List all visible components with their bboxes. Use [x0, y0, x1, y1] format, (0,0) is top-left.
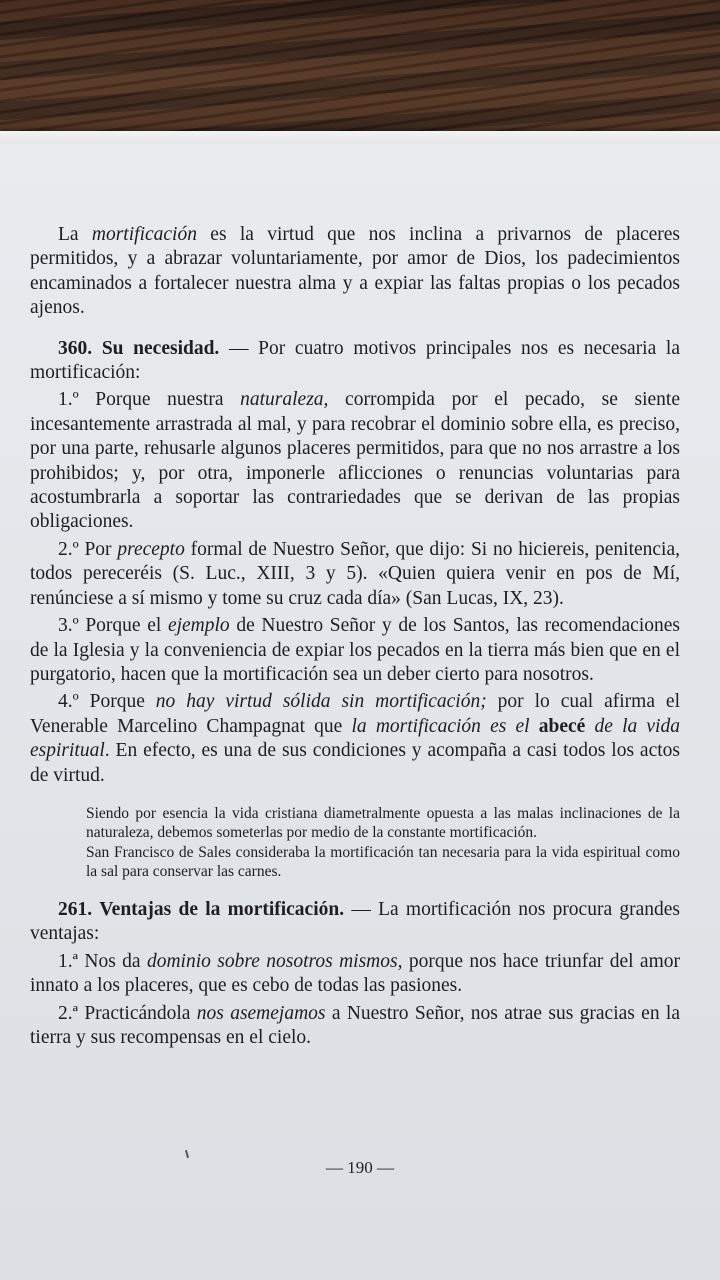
item-number: 1.º: [58, 389, 79, 411]
text-span: Por: [78, 538, 118, 560]
text-span: porque nos hace triunfar del amor innato a los placeres, que es cebo de todas las pasiones.: [30, 950, 680, 997]
emphasis-term: precepto: [117, 538, 185, 560]
page-body: [30, 223, 680, 1050]
text-span: . En efecto, es una de sus condiciones y acompaña a casi todos los actos de virtud.: [30, 740, 680, 786]
reason-4: [30, 690, 680, 788]
page-edge: [0, 131, 720, 143]
emphasis-term: naturaleza,: [240, 389, 329, 411]
section-number: 360.: [58, 337, 93, 359]
text-span: — Por cuatro motivos principales nos es necesaria la mortificación:: [30, 337, 681, 384]
item-number: 2.º: [58, 538, 79, 560]
advantage-2: [30, 1002, 680, 1051]
item-number: 3.º: [58, 615, 79, 637]
reason-1: [30, 388, 680, 534]
section-title: Ventajas de la mortificación.: [99, 898, 345, 920]
bold-term: abecé: [538, 715, 586, 737]
emphasis-term: mortificación: [91, 224, 197, 245]
intro-paragraph: [30, 223, 680, 321]
advantage-1: [30, 950, 680, 999]
emphasis-term: la mortificación es el: [351, 715, 539, 737]
text-span: Practicándola: [78, 1002, 197, 1024]
text-span: a Nuestro Señor, nos atrae sus gracias en la tierra y sus recompensas en el cielo.: [30, 1002, 680, 1048]
section-title: Su necesidad.: [101, 337, 220, 359]
page-number: — 190 —: [326, 1158, 394, 1177]
item-number: 4.º: [58, 691, 79, 713]
text-span: Nos da: [78, 950, 147, 972]
emphasis-term: dominio sobre nosotros mismos,: [146, 950, 403, 972]
emphasis-term: nos asemejamos: [196, 1002, 326, 1024]
reason-2: [30, 538, 680, 611]
text-span: por lo cual afirma el Venerable Marcelino Champagnat que: [30, 691, 680, 737]
pencil-mark: [185, 1150, 189, 1158]
item-number: 2.ª: [58, 1002, 79, 1024]
wooden-table-background: [0, 0, 720, 145]
book-page: [0, 131, 720, 1280]
section-number: 261.: [58, 898, 93, 920]
text-span: formal de Nuestro Señor, que dijo: Si no hiciereis, penitencia, todos pereceréis (S. Luc., XIII, 3 y 5). «Quien quiera venir en pos de Mí, renúnciese a sí mismo y tome su cruz cada día» (San Lucas, IX, 23).: [30, 538, 680, 609]
reason-3: [30, 614, 680, 687]
note-line-2: San Francisco de Sales consideraba la mortificación tan necesaria para la vida espiritual como la sal para conservar las carnes.: [86, 843, 680, 881]
note-block: [86, 804, 680, 882]
text-span: de Nuestro Señor y de los Santos, las recomendaciones de la Iglesia y la conveniencia de expiar los pecados en la tierra más bien que en el purgatorio, hacen que la mortificación sea un deber cierto para nosotros.: [30, 615, 680, 685]
note-line-1: Siendo por esencia la vida cristiana diametralmente opuesta a las malas inclinaciones de la naturaleza, debemos someterlas por medio de la constante mortificación.: [86, 804, 680, 842]
emphasis-term: ejemplo: [167, 615, 230, 637]
text-span: corrompida por el pecado, se siente incesantemente arrastrada al mal, y para recobrar el dominio sobre ella, es preciso, por una parte, rehusarle algunos placeres permitidos, para que no nos arrastre a los prohibidos; y, por otra, imponerle aflicciones o renuncias voluntarias para acostumbrarla a soportar las contrariedades que se derivan de las propias obligaciones.: [30, 389, 680, 533]
emphasis-term: no hay virtud sólida sin mortificación;: [155, 691, 487, 713]
item-number: 1.ª: [58, 950, 79, 972]
text-span: es la virtud que nos inclina a privarnos de placeres permitidos, y a abrazar voluntariamente, por amor de Dios, los padecimientos encaminados a fortalecer nuestra alma y a expiar las faltas propias o los pecados ajenos.: [30, 224, 680, 319]
text-span: — La mortificación nos procura grandes ventajas:: [30, 898, 681, 945]
section-360-heading: [30, 337, 680, 386]
text-span: Porque nuestra: [78, 389, 241, 411]
section-261-heading: [30, 898, 680, 947]
text-span: La: [58, 224, 92, 245]
text-span: Porque el: [78, 615, 168, 637]
emphasis-term: de la vida espiritual: [30, 715, 680, 762]
text-span: Porque: [78, 691, 156, 713]
